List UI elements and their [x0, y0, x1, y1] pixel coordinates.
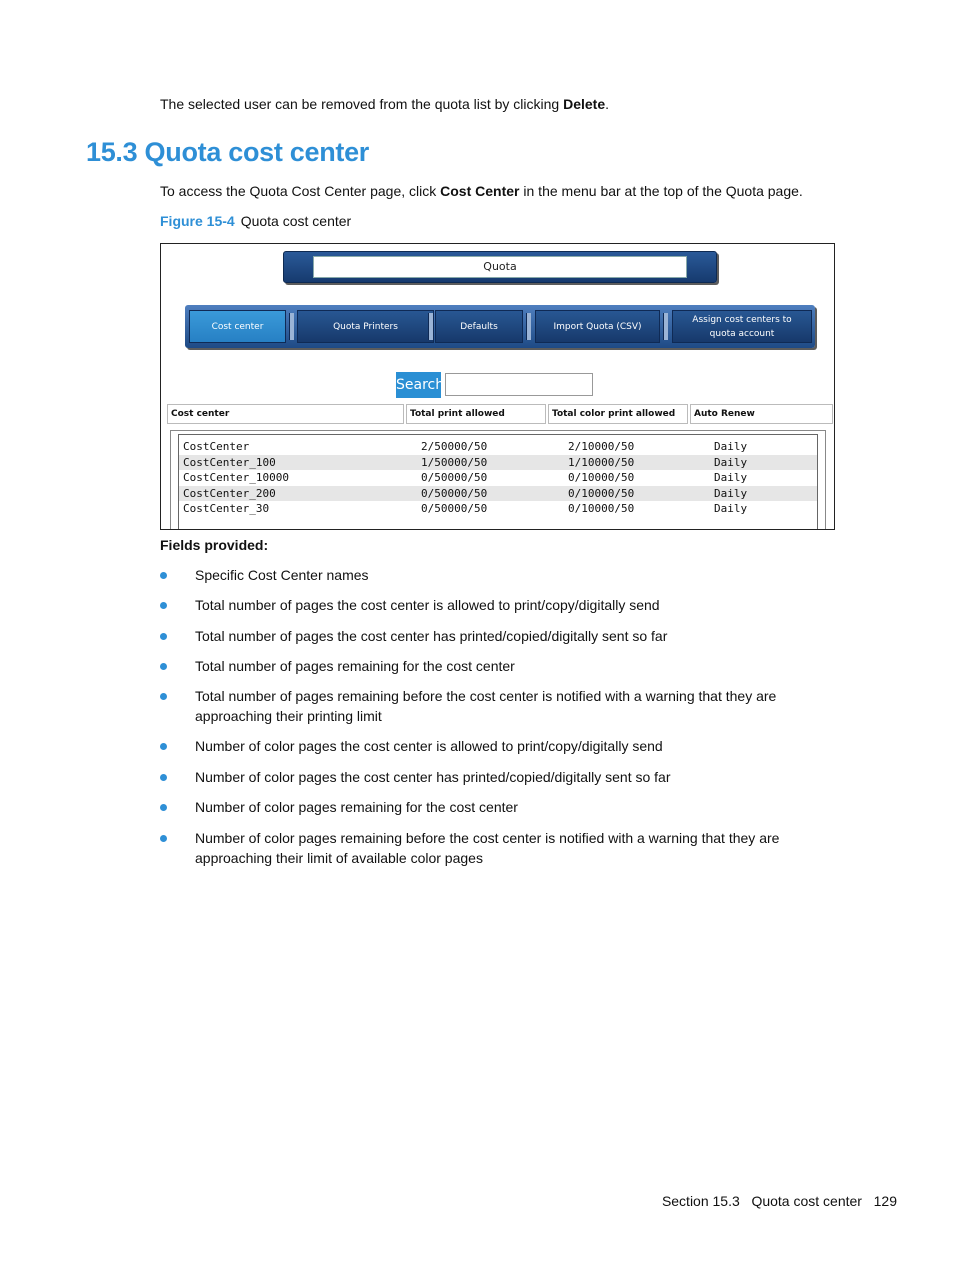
- menu-quota-printers[interactable]: Quota Printers: [297, 310, 434, 343]
- access-text: To access the Quota Cost Center page, click: [160, 183, 441, 199]
- column-header-auto-renew[interactable]: Auto Renew: [690, 404, 833, 424]
- menu-separator: [526, 313, 531, 340]
- field-text: Number of color pages remaining for the cost center: [195, 799, 518, 815]
- page-number: 129: [873, 1193, 897, 1209]
- cell-total-color-print: 0/10000/50: [568, 471, 635, 484]
- cell-total-color-print: 0/10000/50: [568, 486, 635, 500]
- figure-number: Figure 15-4: [160, 213, 235, 229]
- menu-cost-center[interactable]: Cost center: [189, 310, 286, 343]
- quota-title-bar: [283, 251, 717, 283]
- cell-auto-renew: Daily: [714, 440, 748, 453]
- fields-provided-label: Fields provided:: [160, 537, 269, 553]
- cell-cost-center: CostCenter_30: [183, 502, 270, 515]
- figure-title: Quota cost center: [240, 213, 352, 229]
- bullet-icon: [160, 774, 167, 781]
- figure-caption: [160, 212, 351, 231]
- cost-center-keyword: Cost Center: [440, 183, 520, 199]
- bullet-icon: [160, 572, 167, 579]
- table-row[interactable]: [179, 470, 817, 486]
- field-text: Total number of pages remaining before the cost center is notified with a warning that they are approaching their printing limit: [195, 688, 777, 724]
- menu-import-quota[interactable]: Import Quota (CSV): [535, 310, 660, 343]
- bullet-icon: [160, 633, 167, 640]
- field-text: Number of color pages remaining before the cost center is notified with a warning that they are approaching their limit of available color pages: [195, 830, 780, 866]
- section-heading: 15.3 Quota cost center: [86, 137, 370, 167]
- intro-period: .: [605, 96, 610, 112]
- quota-title: Quota: [313, 256, 687, 278]
- cell-auto-renew: Daily: [714, 486, 748, 500]
- menu-separator: [289, 313, 294, 340]
- intro-text: The selected user can be removed from the quota list by clicking: [160, 96, 564, 112]
- table-row[interactable]: [179, 439, 817, 455]
- intro-paragraph: [160, 95, 860, 114]
- bullet-icon: [160, 602, 167, 609]
- field-text: Total number of pages the cost center is allowed to print/copy/digitally send: [195, 597, 660, 613]
- table-row[interactable]: [179, 455, 817, 471]
- cell-total-color-print: 2/10000/50: [568, 440, 635, 453]
- table-row[interactable]: [179, 501, 817, 517]
- cell-cost-center: CostCenter: [183, 440, 250, 453]
- search-button[interactable]: Search: [396, 372, 441, 398]
- quota-menu-bar: [185, 305, 815, 348]
- cell-total-print: 0/50000/50: [421, 486, 488, 500]
- bullet-icon: [160, 804, 167, 811]
- cell-cost-center: CostCenter_200: [183, 486, 276, 500]
- table-row[interactable]: [179, 486, 817, 502]
- bullet-icon: [160, 835, 167, 842]
- search-input[interactable]: [445, 373, 593, 396]
- menu-separator: [428, 313, 433, 340]
- menu-separator: [663, 313, 668, 340]
- access-paragraph: [160, 182, 860, 201]
- cell-total-print: 1/50000/50: [421, 455, 488, 469]
- cell-total-color-print: 0/10000/50: [568, 502, 635, 515]
- cell-cost-center: CostCenter_100: [183, 455, 276, 469]
- cell-total-print: 2/50000/50: [421, 440, 488, 453]
- bullet-icon: [160, 693, 167, 700]
- menu-assign-cost-centers[interactable]: Assign cost centers to quota account: [672, 310, 812, 343]
- field-text: Number of color pages the cost center has printed/copied/digitally sent so far: [195, 769, 671, 785]
- cost-center-list[interactable]: [178, 434, 818, 530]
- cell-total-color-print: 1/10000/50: [568, 455, 635, 469]
- field-text: Specific Cost Center names: [195, 567, 369, 583]
- footer-section: Section 15.3: [661, 1193, 740, 1209]
- page-footer: [560, 1192, 897, 1211]
- cost-center-list-frame: [170, 430, 826, 530]
- footer-title: Quota cost center: [751, 1193, 862, 1209]
- menu-defaults[interactable]: Defaults: [435, 310, 523, 343]
- field-text: Total number of pages the cost center has printed/copied/digitally sent so far: [195, 628, 668, 644]
- field-text: Total number of pages remaining for the cost center: [195, 658, 515, 674]
- bullet-icon: [160, 663, 167, 670]
- quota-screenshot: [160, 243, 835, 530]
- cell-total-print: 0/50000/50: [421, 502, 488, 515]
- cell-cost-center: CostCenter_10000: [183, 471, 289, 484]
- cell-total-print: 0/50000/50: [421, 471, 488, 484]
- column-header-cost-center[interactable]: Cost center: [167, 404, 404, 424]
- column-header-total-print[interactable]: Total print allowed: [406, 404, 546, 424]
- field-text: Number of color pages the cost center is allowed to print/copy/digitally send: [195, 738, 663, 754]
- cell-auto-renew: Daily: [714, 502, 748, 515]
- column-header-total-color-print[interactable]: Total color print allowed: [548, 404, 688, 424]
- cell-auto-renew: Daily: [714, 455, 748, 469]
- delete-keyword: Delete: [563, 96, 606, 112]
- bullet-icon: [160, 743, 167, 750]
- access-text-end: in the menu bar at the top of the Quota page.: [519, 183, 803, 199]
- cell-auto-renew: Daily: [714, 471, 748, 484]
